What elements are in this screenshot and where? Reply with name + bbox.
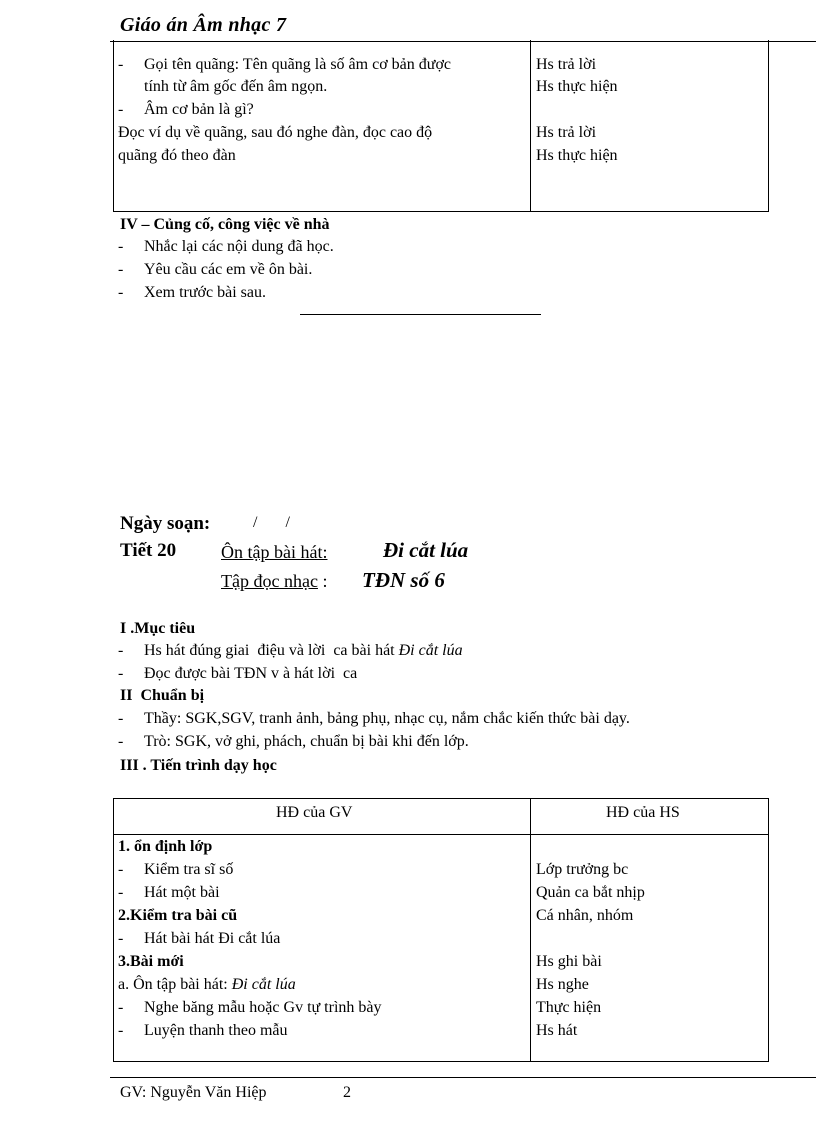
activity-table-divider [530, 798, 531, 1062]
dash-bullet: - [118, 1022, 124, 1039]
list-item: - Nhắc lại các nội dung đã học. [118, 236, 334, 258]
dash-bullet: - [118, 56, 124, 73]
step-heading: 3.Bài mới [118, 953, 184, 970]
list-item: - Luyện thanh theo mẫu [118, 1020, 288, 1042]
table-continued-divider [530, 40, 531, 212]
hs-activity: Cá nhân, nhóm [536, 907, 634, 924]
dash-bullet: - [118, 733, 124, 750]
date-label: Ngày soạn: [120, 513, 211, 534]
dash-bullet: - [118, 710, 124, 727]
section-heading: II Chuẩn bị [120, 687, 205, 704]
dash-bullet: - [118, 642, 124, 659]
hs-activity: Thực hiện [536, 999, 602, 1016]
hs-activity: Hs hát [536, 1022, 578, 1039]
list-item: - Trò: SGK, vở ghi, phách, chuẩn bị bài khi đến lớp. [118, 731, 469, 753]
footer-rule [110, 1077, 816, 1078]
dash-bullet: - [118, 861, 124, 878]
dash-bullet: - [118, 284, 124, 301]
col-header-gv: HĐ của GV [276, 804, 353, 821]
list-item: - Hát bài hát Đi cắt lúa [118, 928, 280, 950]
hs-activity: Lớp trưởng bc [536, 861, 629, 878]
hs-activity: Quản ca bắt nhịp [536, 884, 645, 901]
review-label: Ôn tập bài hát: [221, 542, 328, 562]
list-item: - Xem trước bài sau. [118, 282, 266, 304]
list-item: quãng đó theo đàn [118, 147, 236, 164]
hs-activity: Hs trả lời [536, 124, 597, 141]
list-item: a. Ôn tập bài hát: Đi cắt lúa [118, 976, 296, 993]
list-item: - Yêu cầu các em về ôn bài. [118, 259, 312, 281]
period-number: Tiết 20 [120, 540, 177, 561]
col-header-hs: HĐ của HS [606, 804, 680, 821]
section-heading: III . Tiến trình dạy học [120, 757, 277, 774]
step-heading: 2.Kiểm tra bài cũ [118, 907, 238, 924]
list-item: - Gọi tên quãng: Tên quãng là số âm cơ bản được [118, 54, 451, 76]
hs-activity: Hs thực hiện [536, 78, 618, 95]
header-title: Giáo án Âm nhạc 7 [120, 14, 287, 36]
list-item: - Hát một bài [118, 882, 220, 904]
dash-bullet: - [118, 238, 124, 255]
song-title: Đi cắt lúa [383, 538, 469, 562]
hs-activity: Hs ghi bài [536, 953, 602, 970]
dash-bullet: - [118, 930, 124, 947]
section-separator [300, 314, 541, 315]
reading-label: Tập đọc nhạc : [221, 571, 328, 591]
list-item: - Hs hát đúng giai điệu và lời ca bài hát Đi cắt lúa [118, 640, 463, 662]
list-item: - Âm cơ bản là gì? [118, 99, 254, 121]
list-item: tính từ âm gốc đến âm ngọn. [144, 78, 328, 95]
dash-bullet: - [118, 884, 124, 901]
section-heading: IV – Củng cố, công việc về nhà [120, 216, 330, 233]
dash-bullet: - [118, 999, 124, 1016]
list-item: - Thầy: SGK,SGV, tranh ảnh, bảng phụ, nhạc cụ, nắm chắc kiến thức bài dạy. [118, 708, 630, 730]
dash-bullet: - [118, 101, 124, 118]
reading-title: TĐN số 6 [362, 568, 445, 592]
hs-activity: Hs trả lời [536, 56, 597, 73]
date-value: / / [253, 514, 290, 531]
footer-author: GV: Nguyễn Văn Hiệp [120, 1084, 267, 1101]
activity-table-header-rule [113, 834, 769, 835]
hs-activity: Hs thực hiện [536, 147, 618, 164]
hs-activity: Hs nghe [536, 976, 589, 993]
list-item: - Đọc được bài TĐN v à hát lời ca [118, 663, 357, 685]
dash-bullet: - [118, 665, 124, 682]
page-number: 2 [343, 1084, 351, 1101]
step-heading: 1. ổn định lớp [118, 838, 213, 855]
section-heading: I .Mục tiêu [120, 620, 196, 637]
list-item: - Kiểm tra sĩ số [118, 859, 233, 881]
list-item: - Nghe băng mẫu hoặc Gv tự trình bày [118, 997, 382, 1019]
list-item: Đọc ví dụ về quãng, sau đó nghe đàn, đọc cao độ [118, 124, 433, 141]
dash-bullet: - [118, 261, 124, 278]
